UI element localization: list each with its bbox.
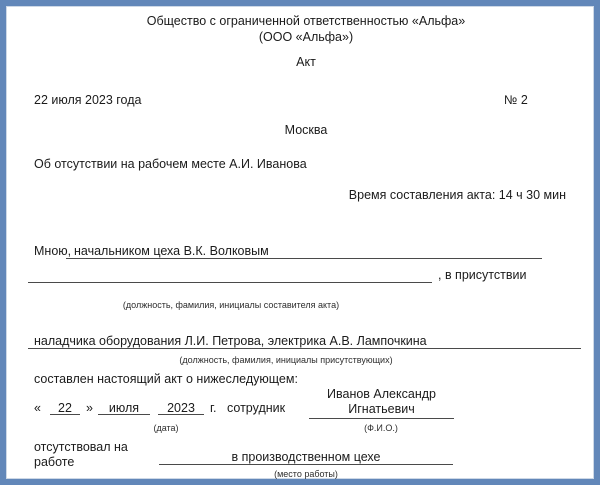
time-note: Время составления акта: 14 ч 30 мин (348, 188, 566, 202)
date-year-suffix: г. (210, 401, 217, 415)
date-month-field: июля (98, 401, 150, 415)
composed-by-suffix: , в присутствии (438, 268, 527, 282)
document-title: Акт (296, 55, 316, 69)
document-number: № 2 (504, 93, 528, 107)
employee-name-line2: Игнатьевич (348, 402, 415, 416)
document-city: Москва (284, 123, 328, 137)
absence-text-line2: работе (34, 455, 75, 469)
date-year-field: 2023 (158, 401, 204, 415)
composed-by-prefix: Мною, (34, 244, 72, 258)
absence-text-line1: отсутствовал на (34, 440, 128, 454)
org-name: Общество с ограниченной ответственностью «Альфа» (146, 14, 466, 28)
witnesses-caption: (должность, фамилия, инициалы присутствующих) (179, 355, 393, 365)
document-subject: Об отсутствии на рабочем месте А.И. Иванова (34, 157, 307, 171)
composed-by-field-continuation (28, 268, 432, 283)
place-caption: (место работы) (274, 469, 338, 479)
statement-intro: составлен настоящий акт о нижеследующем: (34, 372, 298, 386)
composed-by-field: начальником цеха В.К. Волковым (66, 244, 542, 259)
witnesses-field: наладчика оборудования Л.И. Петрова, электрика А.В. Лампочкина (28, 334, 581, 349)
employee-name-field (309, 387, 454, 419)
org-short-name: (ООО «Альфа») (258, 30, 354, 44)
date-day-field: 22 (50, 401, 80, 415)
date-quote-close: » (86, 401, 93, 415)
document-date: 22 июля 2023 года (34, 93, 142, 107)
employee-role-label: сотрудник (227, 401, 286, 415)
employee-name-line1: Иванов Александр (327, 387, 436, 401)
date-quote-open: « (34, 401, 41, 415)
place-field: в производственном цехе (159, 450, 453, 465)
date-caption: (дата) (153, 423, 179, 433)
composed-by-caption: (должность, фамилия, инициалы составителя акта) (122, 300, 340, 310)
name-caption: (Ф.И.О.) (364, 423, 398, 433)
